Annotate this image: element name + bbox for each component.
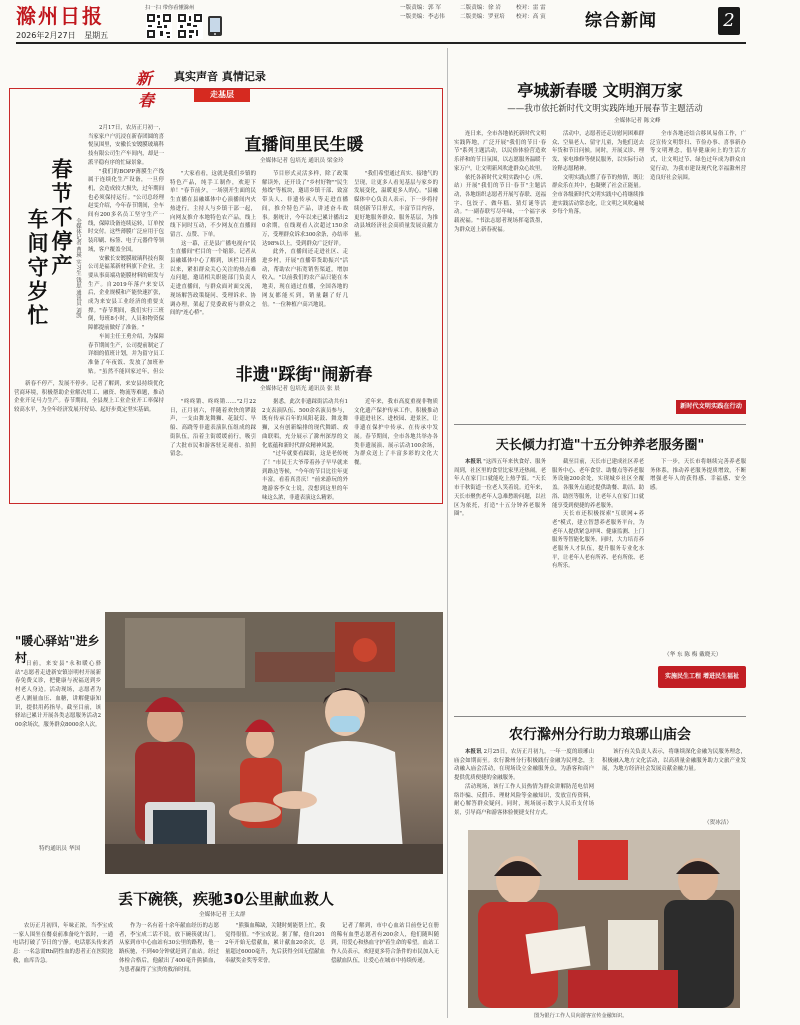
- article-body: [454, 748, 594, 826]
- paragraph: "大家看看，这就是我们乡镇的特色产品，纯手工制作，欢迎下单！"春节前夕，一场别开生面的民生直播在县融媒体中心演播间内火热进行。主持人与乡镇干部一起，向网友推介本地特色农产品，线上线下同时互动，不少网友在直播间留言、点赞、下单。: [170, 171, 256, 238]
- paragraph: "过年就要看踩街，这是老传统了！"市民王大爷带着孙子早早就来到路边等候，"今年的节目比往年更丰富，看着真喜庆！"前来游玩的外地游客李女士说，没想到这里的年味这么浓，非遗表演这么精彩。: [262, 451, 348, 500]
- paragraph: 文明实践点燃了春节的热情，既让群众乐在其中，也凝聚了社会正能量。全市各级新时代文明实践中心将继续推进实践活动常态化，让文明之风吹遍城乡每个角落。: [552, 174, 644, 216]
- paragraph: 截至目前，天长市已建成社区养老服务中心、老年食堂、助餐点等养老服务设施200余处，实现城乡社区全覆盖。各服务点通过提供助餐、助洁、助浴、助医等服务，让老年人在家门口就能享受到便捷的养老服务。: [552, 459, 644, 509]
- paragraph: "这四五年来伙食好、服务周到，社区里的食堂比家里还热闹，老年人在家门口就能吃上热乎饭。"天长市千秋街道一位老人笑着说。近年来，天长市聚焦老年人急难愁盼问题，以社区为依托，打造"十五分钟养老服务圈"。: [454, 459, 546, 518]
- paragraph: 新春不停产，发展不停步。记者了解到，来安县持续优化营商环境，积极帮助企业解决用工、融资、物流等难题，推动企业开足马力生产。春节期间，全县规上工业企业开工率保持较高水平，为全年经济发展开好局、起好步奠定坚实基础。: [14, 381, 164, 414]
- column-badge-xin: 新: [136, 69, 153, 88]
- article-body: [13, 922, 113, 1018]
- phone-icon: [205, 15, 225, 37]
- article-body: [119, 922, 219, 1018]
- paragraph: 全市各地还结合移风易俗工作，广泛宣传文明祭扫、节俭办事、喜事新办等文明理念，倡导健康向上的生活方式，让文明过节、绿色过年成为群众自觉行动，为我市建设现代化幸福滁州营造良好社会氛围。: [650, 131, 746, 181]
- column-divider: [447, 48, 448, 1018]
- paragraph: 活动现场，该行工作人员热情为群众讲解防范电信网络诈骗、反假币、理财风险等金融知识，发放宣传资料，耐心解答群众疑问。同时，现场展示数字人民币支付场景，引导商户和游客体验便捷支付方式。: [454, 783, 594, 816]
- qr-block: [143, 2, 227, 42]
- paragraph: 天长市还积极探索"互联网+养老"模式，建立智慧养老服务平台，为老年人提供紧急呼叫、健康监测、上门服务等智能化服务。同时，大力培育养老服务人才队伍，提升服务专业化水平，让老年人老有所养、老有所依、老有所乐。: [552, 511, 644, 570]
- clinic-scene-image: [105, 612, 443, 874]
- article-headline: 丢下碗筷，疾驰30公里献血救人: [118, 890, 334, 908]
- section-name: 综合新闻: [585, 11, 657, 31]
- editor-credit: 一版责编：郭 军: [400, 5, 441, 11]
- editor-credit: 二版责编：徐 岩: [460, 5, 501, 11]
- editor-credit: 校对：高 寅: [516, 14, 546, 20]
- article-byline: 特约通讯员 华国: [39, 846, 80, 852]
- photo-caption: [15, 660, 101, 840]
- article-body: [552, 130, 644, 426]
- article-blood: [9, 880, 443, 1020]
- article-subhead: ——我市依托新时代文明实践阵地开展春节主题活动: [507, 104, 703, 114]
- issue-date: 2026年2月27日: [16, 31, 76, 40]
- article-credit: （华 东 陈 梅 戴晓天）: [664, 652, 722, 658]
- article-spring-festival: [14, 118, 164, 502]
- section-rule: [454, 424, 746, 425]
- article-headline: 亭城新春暖 文明润万家: [517, 81, 683, 100]
- article-body: [170, 398, 256, 500]
- paragraph: 2月17日，农历正月初一，当家家户户沉浸在新春团圆的喜悦氛围里，安徽长安镀膜玻璃科技有限公司生产车间内，却是一派平稳有序的忙碌景象。: [88, 125, 164, 166]
- paragraph: 该行有关负责人表示，将继续深化金融为民服务理念，积极融入地方文化活动，以高质量金融服务助力文旅产业发展，为地方经济社会发展贡献金融力量。: [602, 749, 746, 773]
- paragraph: 安徽长安镀膜玻璃科技有限公司是福莱新材料旗下企业，主要从事高端功能膜材料的研发与生产。自2019年落户来安以后，企业规模和产能快速扩张，成为来安县工业经济的重要支撑。"春节期间，我们实行三班倒，每班8小时，人员和物资保障都提前做好了准备。": [88, 255, 164, 332]
- paragraph: 连日来，全市各地依托新时代文明实践阵地，广泛开展"我们的节日·春节"系列主题活动，以民俗体验营造欢乐祥和的节日氛围，以志愿服务温暖千家万户，让文明新风吹进群众心坎里。: [454, 131, 546, 172]
- headline-line: 春节不停产: [49, 158, 73, 278]
- article-body: [331, 922, 439, 1018]
- column-tag-label: 走基层: [210, 90, 234, 99]
- paragraph: 农历正月初四，年味正浓。当李宝成一家人围坐在餐桌前准备吃午饭时，一通电话打破了节日的宁静。电话那头传来消息：一名急需Rh阴性血的患者正在医院抢救，血库告急。: [13, 923, 113, 964]
- paragraph: 日前，来安县"永和暖心驿站"志愿者走进新安镇崇明村开展新春免费义诊，把健康与祝福送到乡村老人身边。活动现场，志愿者为老人测量血压、血糖，讲解健康知识，提供用药指导。截至目前，该驿站已累计开展各类志愿服务活动200余场次，服务群众8000余人次。: [15, 661, 101, 728]
- page-number: 2: [723, 10, 735, 31]
- article-byline: 全媒体记者 包培光 通讯员 梁金玲: [260, 158, 344, 164]
- article-body: [454, 458, 546, 694]
- qr-caption: 扫一扫 带你看懂滁州: [145, 5, 195, 11]
- article-byline: 全媒体记者 王太群: [199, 912, 246, 918]
- qr-code-icon: [177, 13, 203, 39]
- article-headline: 天长倾力打造"十五分钟养老服务圈": [495, 438, 705, 453]
- article-radio: [170, 116, 438, 346]
- article-body: [14, 380, 164, 498]
- photo-caption: 图为银行工作人员向游客宣传金融知识。: [534, 1013, 628, 1019]
- editor-credit: 校对：雷 雷: [516, 5, 546, 11]
- article-body: [170, 170, 256, 346]
- article-headline: 直播间里民生暖: [244, 135, 364, 155]
- paragraph: 这一幕，正是县广播电视台"民生直播间"栏目的一个缩影。记者从县融媒体中心了解到，该栏目开播以来，紧扣群众关心关注的热点难点问题，邀请相关职能部门负责人走进直播间，与群众面对面交流，现场解答政策疑问、受理诉求、协调办理，架起了党委政府与群众之间的"连心桥"。: [170, 240, 256, 317]
- masthead-rule: [16, 42, 746, 44]
- practice-tag: [676, 400, 746, 414]
- article-byline: 全媒体记者 陈文峰: [614, 118, 661, 124]
- article-service: [454, 430, 746, 696]
- clinic-photo: [105, 612, 443, 874]
- paragraph: 活动中，志愿者还走访慰问困难群众、空巢老人、留守儿童，为他们送去年货和节日问候。同时，开展义诊、理发、家电维修等便民服务，以实际行动诠释志愿精神。: [552, 131, 644, 172]
- paragraph: 车间主任王勇介绍，为保障春节期间生产，公司提前制定了详细的值班计划，并为留守员工准备了年夜饭、发放了加班补贴。"虽然不能回家过年，但公: [88, 333, 164, 374]
- paragraph: "咚咚锵、咚咚锵……"2月22日，正月初六，伴随着欢快的锣鼓声，一支由舞龙舞狮、花鼓灯、旱船、高跷等非遗表演队伍组成的踩街队伍，沿着主街缓缓前行，吸引了大批市民和游客驻足观看、拍照留念。: [170, 399, 256, 458]
- paragraph: 2月25日，农历正月初九，一年一度的琅琊山庙会如期而至。农行滁州分行积极践行金融为民理念，主动融入庙会活动，在现场设立金融服务点，为游客和商户提供优质便捷的金融服务。: [454, 749, 594, 782]
- headline-line: 车间守岁忙: [25, 208, 49, 328]
- section-rule: [454, 716, 746, 717]
- article-headline: "暖心驿站"进乡村: [15, 634, 100, 665]
- temple-fair-scene-image: [468, 830, 740, 1008]
- paragraph: 记者了解到，市中心血站目前登记在册的稀有血型志愿者有200余人，他们随叫随到，用爱心和热血守护着生命的希望。血站工作人员表示，欢迎更多符合条件的市民加入无偿献血队伍，让爱心在城市中持续传递。: [331, 923, 439, 964]
- date-line: [16, 30, 108, 41]
- article-body: [225, 922, 325, 1018]
- article-body: [354, 170, 438, 346]
- paragraph: "我们的BOPP薄膜生产线属于连续化生产设备，一旦停机，会造成较大损失，过年期间也必须保持运行。"公司总经理赵雯介绍，今年春节期间，全车间有200多名员工坚守生产一线，保障设备连续运转，订单按时交付。这些薄膜广泛应用于包装印刷、标签、电子元器件等领域，客户覆盖全国。: [88, 168, 164, 253]
- paragraph: 下一步，天长市将继续完善养老服务体系，推动养老服务提质增效，不断增强老年人的获得感、幸福感、安全感。: [650, 459, 746, 492]
- page-number-badge: [718, 7, 740, 35]
- editor-info: [400, 4, 570, 40]
- article-body: [454, 130, 546, 426]
- article-body: [354, 398, 438, 500]
- paragraph: 依托各新时代文明实践中心（所、站）开展"我们的节日·春节"主题活动，各地组织志愿者开展写春联、送福字、包饺子、做年糕、猜灯谜等活动。"一副春联写尽年味，一个福字承载祝福。"书法志愿者现场挥毫泼墨，为群众送上新春祝福。: [454, 174, 546, 233]
- paragraph: 作为一名有着十余年献血经历的志愿者，李宝成二话不说，放下碗筷就出门。从家到市中心血站有30公里的路程，他一路疾驰，不到40分钟就赶到了血站。经过体检合格后，他献出了400毫升熊猫血，为患者赢得了宝贵的救治时间。: [119, 923, 219, 973]
- paragraph: 此外，直播间还走进社区、走进乡村，开展"直播带货助振兴"活动，帮助农户拓宽销售渠道，增加收入。"以前我们的农产品只能在本地卖，现在通过直播，全国各地的网友都能买到，销量翻了好几倍。"一位种植户高兴地说。: [262, 249, 348, 308]
- article-body: [262, 170, 348, 346]
- article-headline: 农行滁州分行助力琅琊山庙会: [509, 727, 691, 743]
- section-title: [585, 7, 705, 35]
- article-byline: 本报讯: [465, 749, 482, 755]
- article-body: [650, 458, 746, 648]
- article-station: [9, 612, 443, 878]
- issue-weekday: 星期五: [84, 31, 109, 40]
- paper-logo: [16, 4, 130, 28]
- pension-tag: [658, 666, 746, 688]
- article-body: [88, 124, 164, 374]
- article-body: [552, 458, 644, 694]
- masthead: [0, 0, 800, 44]
- pension-tag-label: 实施民生工程 增进民生福祉: [664, 673, 740, 680]
- paragraph: 近年来，我市高度重视非物质文化遗产保护传承工作，积极推动非遗进社区、进校园、进景区，让非遗在保护中传承、在传承中发展。春节期间，全市各地共举办各类非遗展演、展示活动100余场，为群众送上了丰富多彩的文化大餐。: [354, 399, 438, 466]
- article-body: [602, 748, 746, 818]
- article-body: [650, 130, 746, 392]
- article-credit: （贺冰洁）: [704, 820, 732, 826]
- temple-fair-photo: [468, 830, 740, 1008]
- practice-tag-label: 新时代文明实践在行动: [680, 403, 742, 410]
- column-title: 真实声音 真情记录: [174, 70, 266, 83]
- article-byline: 全媒体记者 曹瑛 实习生 钱思 通讯员 刘凯: [75, 218, 81, 319]
- article-headline: 非遗"踩街"闹新春: [235, 365, 373, 385]
- article-byline: 本报讯: [465, 459, 482, 465]
- article-byline: 全媒体记者 包培光 通讯员 张 晨: [260, 386, 340, 392]
- article-body: [262, 398, 348, 500]
- paragraph: 据悉，此次非遗踩街活动共有12支表演队伍、500余名演员参与，既有传承百年的凤阳花鼓、舞龙舞狮，又有创新编排的现代舞蹈、戏曲联唱，充分展示了滁州深厚的文化底蕴和新时代群众精神风貌。: [262, 399, 348, 449]
- qr-code-icon: [146, 13, 172, 39]
- article-bank: [454, 720, 746, 1020]
- column-badge-chun: 春: [138, 91, 155, 110]
- article-pavilion: [454, 50, 746, 430]
- paragraph: "我们希望通过真实、接地气的呈现，让更多人看见基层与家乡的发展变化，温暖更多人的心。"县融媒体中心负责人表示，下一步将持续创新节目形式，丰富节目内容，更好地服务群众、服务基层，为推动县域经济社会高质量发展贡献力量。: [354, 171, 438, 238]
- article-heritage: [170, 352, 438, 502]
- editor-credit: 一版美编：李志伟: [400, 14, 445, 20]
- paragraph: "熊猫血稀缺，关键时刻能帮上忙，我觉得很值。"李宝成说。据了解，他自2012年开始无偿献血，累计献血20余次，总量超过6000毫升，先后获得全国无偿献血奉献奖金奖等荣誉。: [225, 923, 325, 964]
- paragraph: 节目形式灵活多样，除了政策解读外，还开设了"乡村好物""民生热线"等板块，邀请乡镇干部、致富带头人、非遗传承人等走进直播间，推介特色产品，讲述奋斗故事。据统计，今年以来已累计播出20余期，在线观看人次超过150余万，受理群众诉求300余条，办结率达98%以上，受到群众广泛好评。: [262, 171, 348, 247]
- editor-credit: 二版美编：罗亚培: [460, 14, 505, 20]
- paper-name: 滁州日报: [16, 4, 104, 28]
